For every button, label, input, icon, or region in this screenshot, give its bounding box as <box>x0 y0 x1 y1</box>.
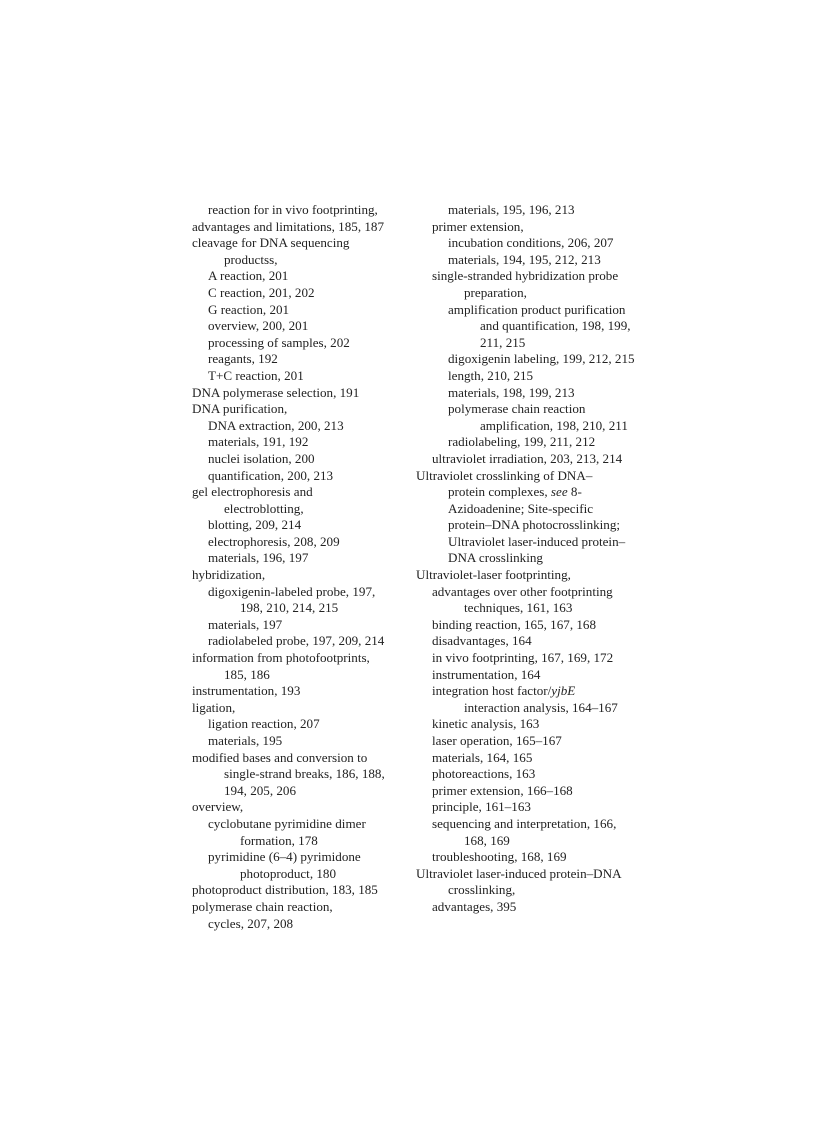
index-entry-continuation: DNA crosslinking <box>448 550 543 566</box>
index-entry-continuation: interaction analysis, 164–167 <box>464 699 618 715</box>
index-entry <box>416 750 656 767</box>
index-entry-term: gel electrophoresis and <box>192 484 313 500</box>
index-entry-term: ligation, <box>192 699 236 715</box>
index-entry <box>192 484 407 517</box>
index-entry <box>192 799 407 816</box>
index-entry <box>192 816 407 849</box>
index-entry-term: binding reaction, 165, 167, 168 <box>432 616 597 632</box>
index-entry <box>416 385 656 402</box>
index-entry-term: processing of samples, 202 <box>208 334 350 350</box>
index-entry <box>192 750 407 800</box>
index-entry <box>416 368 656 385</box>
index-entry-continuation: 198, 210, 214, 215 <box>240 600 339 616</box>
index-entry-term: Ultraviolet laser-induced protein–DNA <box>416 865 622 881</box>
index-entry-term: advantages, 395 <box>432 898 517 914</box>
index-entry-term: incubation conditions, 206, 207 <box>448 235 614 251</box>
index-entry-term: electrophoresis, 208, 209 <box>208 533 340 549</box>
index-column-left <box>192 202 407 932</box>
index-entry <box>192 401 407 418</box>
index-entry-term: A reaction, 201 <box>208 268 289 284</box>
index-entry <box>192 550 407 567</box>
index-column-right <box>416 202 656 916</box>
index-entry-term: overview, 200, 201 <box>208 318 309 334</box>
index-entry <box>192 916 407 933</box>
index-entry-term: advantages over other footprinting <box>432 583 613 599</box>
index-entry-continuation: amplification, 198, 210, 211 <box>480 417 628 433</box>
index-entry-term: radiolabeling, 199, 211, 212 <box>448 434 596 450</box>
index-entry <box>416 849 656 866</box>
index-entry <box>192 716 407 733</box>
index-entry <box>416 451 656 468</box>
index-entry <box>192 899 407 916</box>
index-entry-term: materials, 194, 195, 212, 213 <box>448 251 601 267</box>
index-entry <box>416 866 656 899</box>
index-entry <box>192 351 407 368</box>
index-entry-term: instrumentation, 193 <box>192 683 301 699</box>
index-entry-term: single-stranded hybridization probe <box>432 268 619 284</box>
index-entry-term: reaction for in vivo footprinting, <box>208 202 378 217</box>
index-entry <box>416 617 656 634</box>
index-entry <box>192 318 407 335</box>
index-entry-term: photoreactions, 163 <box>432 766 536 782</box>
index-entry <box>192 468 407 485</box>
index-entry <box>192 202 407 219</box>
index-entry-continuation: 185, 186 <box>224 666 270 682</box>
index-entry-term: reagants, 192 <box>208 351 278 367</box>
index-entry <box>192 418 407 435</box>
index-entry <box>192 584 407 617</box>
index-entry <box>416 733 656 750</box>
index-entry <box>192 882 407 899</box>
index-entry <box>416 268 656 301</box>
index-entry-continuation: photoproduct, 180 <box>240 865 337 881</box>
index-entry <box>416 401 656 434</box>
index-entry-term: modified bases and conversion to <box>192 749 368 765</box>
index-entry-term: digoxigenin-labeled probe, 197, <box>208 583 376 599</box>
index-entry-continuation: techniques, 161, 163 <box>464 600 573 616</box>
index-entry-term: materials, 196, 197 <box>208 550 309 566</box>
index-entry <box>192 385 407 402</box>
index-entry <box>192 650 407 683</box>
index-entry-term: disadvantages, 164 <box>432 633 532 649</box>
index-entry <box>416 302 656 352</box>
index-entry-term: primer extension, 166–168 <box>432 782 573 798</box>
index-entry-term: hybridization, <box>192 567 266 583</box>
index-entry <box>416 683 656 716</box>
index-entry-term: T+C reaction, 201 <box>208 367 304 383</box>
index-entry-term: pyrimidine (6–4) pyrimidone <box>208 849 361 865</box>
index-entry <box>416 567 656 584</box>
index-entry <box>416 783 656 800</box>
index-entry-term: C reaction, 201, 202 <box>208 284 315 300</box>
index-entry-continuation: and quantification, 198, 199, <box>480 318 631 334</box>
index-entry-term: materials, 191, 192 <box>208 434 309 450</box>
index-entry-continuation: preparation, <box>464 284 527 300</box>
index-entry <box>416 766 656 783</box>
index-entry-term: Ultraviolet-laser footprinting, <box>416 567 571 583</box>
index-entry <box>416 235 656 252</box>
index-entry <box>416 252 656 269</box>
index-entry-term: photoproduct distribution, 183, 185 <box>192 882 378 898</box>
index-entry <box>192 368 407 385</box>
index-entry <box>192 617 407 634</box>
index-entry <box>416 351 656 368</box>
index-entry <box>192 534 407 551</box>
index-entry-term: digoxigenin labeling, 199, 212, 215 <box>448 351 635 367</box>
index-entry-term: amplification product purification <box>448 301 626 317</box>
index-entry-term: cleavage for DNA sequencing <box>192 235 350 251</box>
index-entry-term: in vivo footprinting, 167, 169, 172 <box>432 650 614 666</box>
index-entry <box>416 633 656 650</box>
index-entry <box>192 733 407 750</box>
index-entry-term: ligation reaction, 207 <box>208 716 320 732</box>
index-entry <box>192 335 407 352</box>
index-entry-term: materials, 195 <box>208 733 283 748</box>
index-entry <box>416 816 656 849</box>
index-entry-continuation: productss, <box>224 251 278 267</box>
index-entry <box>416 434 656 451</box>
index-entry-term: radiolabeled probe, 197, 209, 214 <box>208 633 385 649</box>
index-entry-term: polymerase chain reaction, <box>192 898 333 914</box>
index-entry <box>192 235 407 268</box>
index-entry-term: overview, <box>192 799 244 815</box>
index-entry-continuation: 168, 169 <box>464 832 510 848</box>
index-entry-term: laser operation, 165–167 <box>432 733 562 748</box>
index-entry <box>192 700 407 717</box>
index-entry-term: integration host factor/yjbE <box>432 683 576 699</box>
index-entry <box>192 285 407 302</box>
index-entry-term: kinetic analysis, 163 <box>432 716 540 732</box>
index-entry <box>192 451 407 468</box>
index-entry-continuation: 211, 215 <box>480 334 526 350</box>
index-entry-term: polymerase chain reaction <box>448 401 586 417</box>
index-entry-term: materials, 197 <box>208 616 283 632</box>
index-entry-term: cycles, 207, 208 <box>208 915 294 931</box>
index-entry <box>416 650 656 667</box>
index-entry <box>416 799 656 816</box>
index-entry-continuation: Azidoadenine; Site-specific <box>448 500 594 516</box>
index-entry-continuation: Ultraviolet laser-induced protein– <box>448 533 626 549</box>
index-entry-term: advantages and limitations, 185, 187 <box>192 218 385 234</box>
index-entry-term: G reaction, 201 <box>208 301 290 317</box>
index-entry-continuation: 194, 205, 206 <box>224 782 297 798</box>
index-entry-term: cyclobutane pyrimidine dimer <box>208 815 366 831</box>
index-entry <box>416 202 656 219</box>
index-entry <box>192 517 407 534</box>
index-entry-continuation: protein–DNA photocrosslinking; <box>448 517 621 533</box>
index-entry <box>416 584 656 617</box>
index-entry-term: ultraviolet irradiation, 203, 213, 214 <box>432 450 623 466</box>
index-entry-term: blotting, 209, 214 <box>208 517 302 533</box>
index-entry <box>416 219 656 236</box>
index-entry-term: DNA purification, <box>192 401 288 417</box>
index-entry-term: information from photofootprints, <box>192 650 370 666</box>
index-entry-term: instrumentation, 164 <box>432 666 541 682</box>
index-entry-term: length, 210, 215 <box>448 367 534 383</box>
index-entry <box>416 468 656 568</box>
index-entry <box>192 683 407 700</box>
index-entry <box>192 633 407 650</box>
index-entry-term: materials, 164, 165 <box>432 749 533 765</box>
index-entry-term: materials, 198, 199, 213 <box>448 384 575 400</box>
index-entry <box>416 716 656 733</box>
index-entry <box>192 219 407 236</box>
index-entry <box>192 434 407 451</box>
index-entry-term: Ultraviolet crosslinking of DNA– <box>416 467 593 483</box>
index-entry-continuation: crosslinking, <box>448 882 516 898</box>
index-entry-continuation: single-strand breaks, 186, 188, <box>224 766 385 782</box>
index-entry-term: troubleshooting, 168, 169 <box>432 849 567 865</box>
index-entry-term: quantification, 200, 213 <box>208 467 334 483</box>
index-entry-continuation: formation, 178 <box>240 832 318 848</box>
index-entry <box>192 302 407 319</box>
index-entry-term: materials, 195, 196, 213 <box>448 202 575 217</box>
index-entry-term: primer extension, <box>432 218 524 234</box>
index-entry <box>192 849 407 882</box>
index-entry <box>416 899 656 916</box>
index-entry-term: principle, 161–163 <box>432 799 531 815</box>
index-entry-term: DNA polymerase selection, 191 <box>192 384 360 400</box>
index-entry <box>416 667 656 684</box>
index-entry <box>192 567 407 584</box>
index-entry <box>192 268 407 285</box>
index-entry-term: DNA extraction, 200, 213 <box>208 417 344 433</box>
index-entry-continuation: protein complexes, see 8- <box>448 484 582 500</box>
index-entry-term: nuclei isolation, 200 <box>208 450 315 466</box>
index-entry-term: sequencing and interpretation, 166, <box>432 815 617 831</box>
index-entry-continuation: electroblotting, <box>224 500 304 516</box>
